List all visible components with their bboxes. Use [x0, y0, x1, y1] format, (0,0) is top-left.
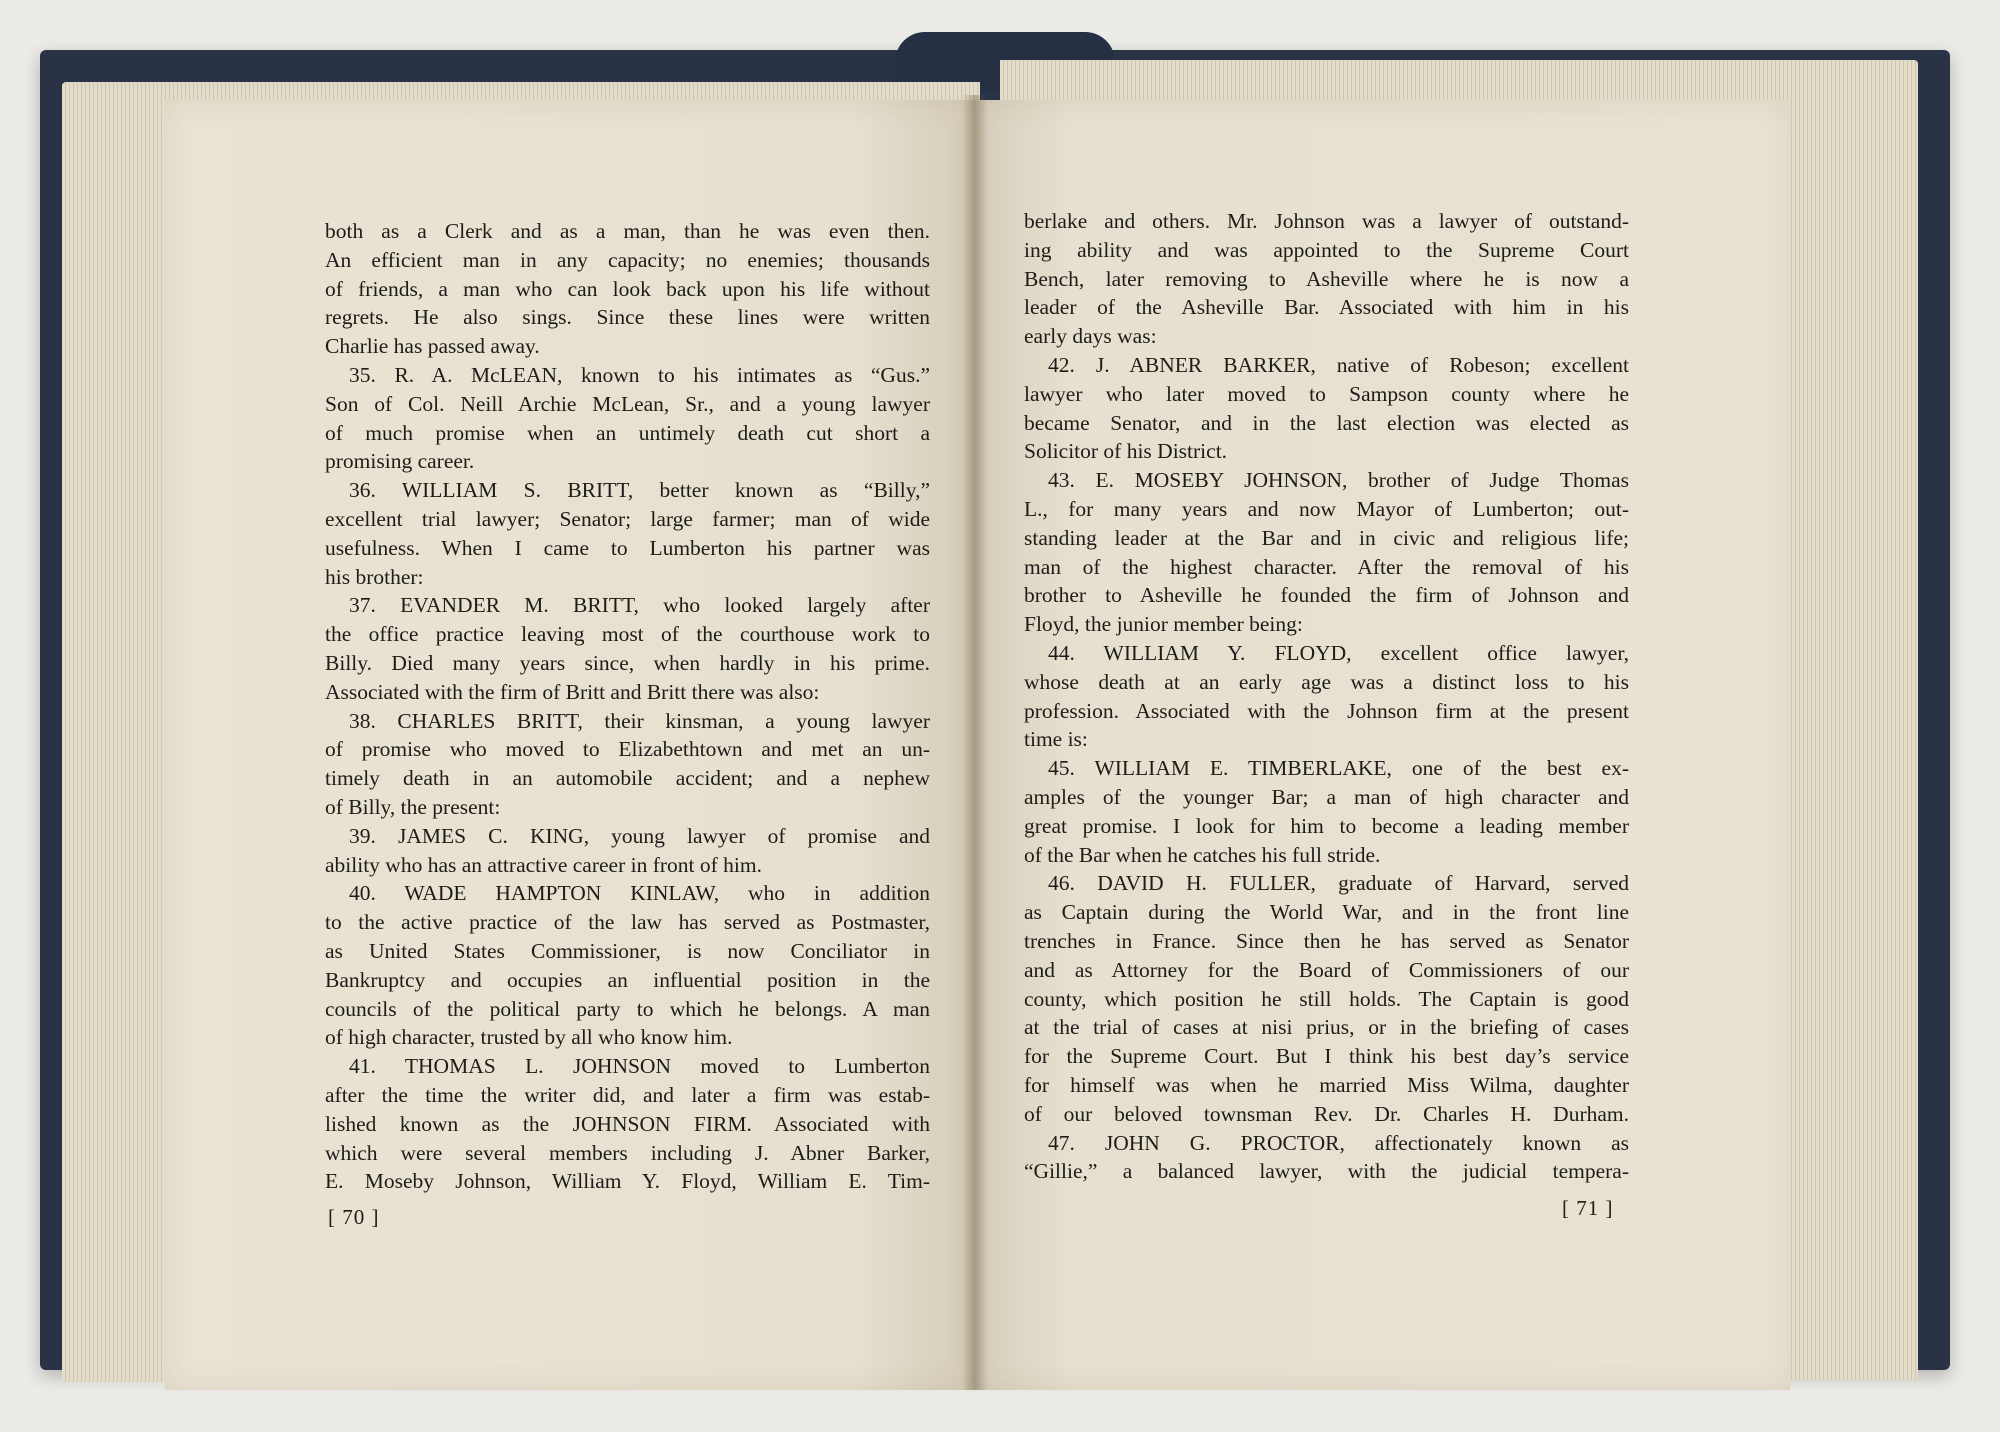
text-line: Billy. Died many years since, when hardly in his prime.: [325, 650, 930, 675]
text-line: his brother:: [325, 564, 424, 589]
text-line: Charlie has passed away.: [325, 334, 540, 359]
entry-42: 42. J. ABNER BARKER, native of Robeson; excellent: [1048, 352, 1629, 377]
entry-41: 41. THOMAS L. JOHNSON moved to Lumberton: [349, 1054, 930, 1079]
page-number-right: [ 71 ]: [1562, 1196, 1614, 1220]
text-line: timely death in an automobile accident; and a nephew: [325, 766, 930, 791]
book-gutter: [962, 95, 988, 1390]
entry-39: 39. JAMES C. KING, young lawyer of promise and: [349, 823, 930, 848]
text-line: Associated with the firm of Britt and Britt there was also:: [325, 679, 820, 704]
text-line: at the trial of cases at nisi prius, or in the briefing of cases: [1024, 1015, 1629, 1040]
entry-47: 47. JOHN G. PROCTOR, affectionately known as: [1048, 1130, 1629, 1155]
text-line: E. Moseby Johnson, William Y. Floyd, William E. Tim-: [325, 1169, 930, 1194]
text-line: councils of the political party to which he belongs. A man: [325, 996, 930, 1021]
text-line: great promise. I look for him to become a leading member: [1024, 813, 1629, 838]
entry-35: 35. R. A. McLEAN, known to his intimates as “Gus.”: [349, 362, 930, 387]
text-line: early days was:: [1024, 324, 1157, 349]
text-line: both as a Clerk and as a man, than he was even then.: [325, 219, 930, 243]
text-line: leader of the Asheville Bar. Associated with him in his: [1024, 295, 1629, 320]
entry-38: 38. CHARLES BRITT, their kinsman, a young lawyer: [349, 708, 930, 733]
text-line: Son of Col. Neill Archie McLean, Sr., and a young lawyer: [325, 391, 930, 416]
left-page-text: [325, 217, 930, 1196]
text-line: as United States Commissioner, is now Conciliator in: [325, 938, 930, 963]
text-line: for himself was when he married Miss Wilma, daughter: [1024, 1072, 1629, 1097]
text-line: ability who has an attractive career in front of him.: [325, 852, 763, 877]
text-line: of high character, trusted by all who know him.: [325, 1025, 733, 1050]
entry-36: 36. WILLIAM S. BRITT, better known as “Billy,”: [349, 478, 930, 503]
right-page-text: [1024, 207, 1629, 1186]
page-number-left: [ 70 ]: [328, 1205, 380, 1229]
text-line: promising career.: [325, 449, 475, 474]
text-line: of much promise when an untimely death cut short a: [325, 420, 930, 445]
text-line: whose death at an early age was a distinct loss to his: [1024, 669, 1629, 694]
text-line: brother to Asheville he founded the firm of Johnson and: [1024, 583, 1629, 608]
text-line: for the Supreme Court. But I think his best day’s service: [1024, 1044, 1629, 1069]
text-line: of friends, a man who can look back upon his life without: [325, 276, 930, 301]
text-line: standing leader at the Bar and in civic and religious life;: [1024, 525, 1629, 550]
entry-46: 46. DAVID H. FULLER, graduate of Harvard, served: [1048, 871, 1629, 896]
text-line: amples of the younger Bar; a man of high character and: [1024, 784, 1629, 809]
text-line: Bankruptcy and occupies an influential position in the: [325, 967, 930, 992]
text-line: the office practice leaving most of the courthouse work to: [325, 622, 930, 647]
text-line: lawyer who later moved to Sampson county where he: [1024, 381, 1629, 406]
text-line: regrets. He also sings. Since these lines were written: [325, 305, 930, 330]
entry-43: 43. E. MOSEBY JOHNSON, brother of Judge Thomas: [1048, 468, 1629, 493]
entry-40: 40. WADE HAMPTON KINLAW, who in addition: [349, 881, 930, 906]
text-line: excellent trial lawyer; Senator; large farmer; man of wide: [325, 506, 930, 531]
text-line: lished known as the JOHNSON FIRM. Associated with: [325, 1111, 930, 1136]
text-line: to the active practice of the law has served as Postmaster,: [325, 910, 930, 935]
text-line: time is:: [1024, 727, 1088, 752]
text-line: usefulness. When I came to Lumberton his partner was: [325, 535, 930, 560]
text-line: after the time the writer did, and later a firm was estab-: [325, 1082, 930, 1107]
text-line: L., for many years and now Mayor of Lumberton; out-: [1024, 496, 1629, 521]
text-line: which were several members including J. Abner Barker,: [325, 1140, 930, 1165]
text-line: of Billy, the present:: [325, 794, 501, 819]
text-line: ing ability and was appointed to the Supreme Court: [1024, 237, 1629, 262]
text-line: berlake and others. Mr. Johnson was a lawyer of outstand-: [1024, 209, 1629, 233]
text-line: “Gillie,” a balanced lawyer, with the judicial tempera-: [1024, 1159, 1629, 1184]
text-line: Solicitor of his District.: [1024, 439, 1228, 464]
text-line: trenches in France. Since then he has served as Senator: [1024, 928, 1629, 953]
text-line: An efficient man in any capacity; no enemies; thousands: [325, 247, 930, 272]
text-line: as Captain during the World War, and in the front line: [1024, 900, 1629, 925]
text-line: became Senator, and in the last election was elected as: [1024, 410, 1629, 435]
text-line: Floyd, the junior member being:: [1024, 612, 1303, 637]
text-line: county, which position he still holds. The Captain is good: [1024, 986, 1629, 1011]
text-line: of promise who moved to Elizabethtown and met an un-: [325, 737, 930, 762]
text-line: and as Attorney for the Board of Commissioners of our: [1024, 957, 1629, 982]
text-line: Bench, later removing to Asheville where he is now a: [1024, 266, 1629, 291]
text-line: of the Bar when he catches his full stride.: [1024, 842, 1381, 867]
entry-37: 37. EVANDER M. BRITT, who looked largely after: [349, 593, 930, 618]
text-line: man of the highest character. After the removal of his: [1024, 554, 1629, 579]
entry-44: 44. WILLIAM Y. FLOYD, excellent office lawyer,: [1048, 640, 1629, 665]
text-line: of our beloved townsman Rev. Dr. Charles H. Durham.: [1024, 1101, 1629, 1126]
text-line: profession. Associated with the Johnson firm at the present: [1024, 698, 1629, 723]
entry-45: 45. WILLIAM E. TIMBERLAKE, one of the best ex-: [1048, 756, 1629, 781]
